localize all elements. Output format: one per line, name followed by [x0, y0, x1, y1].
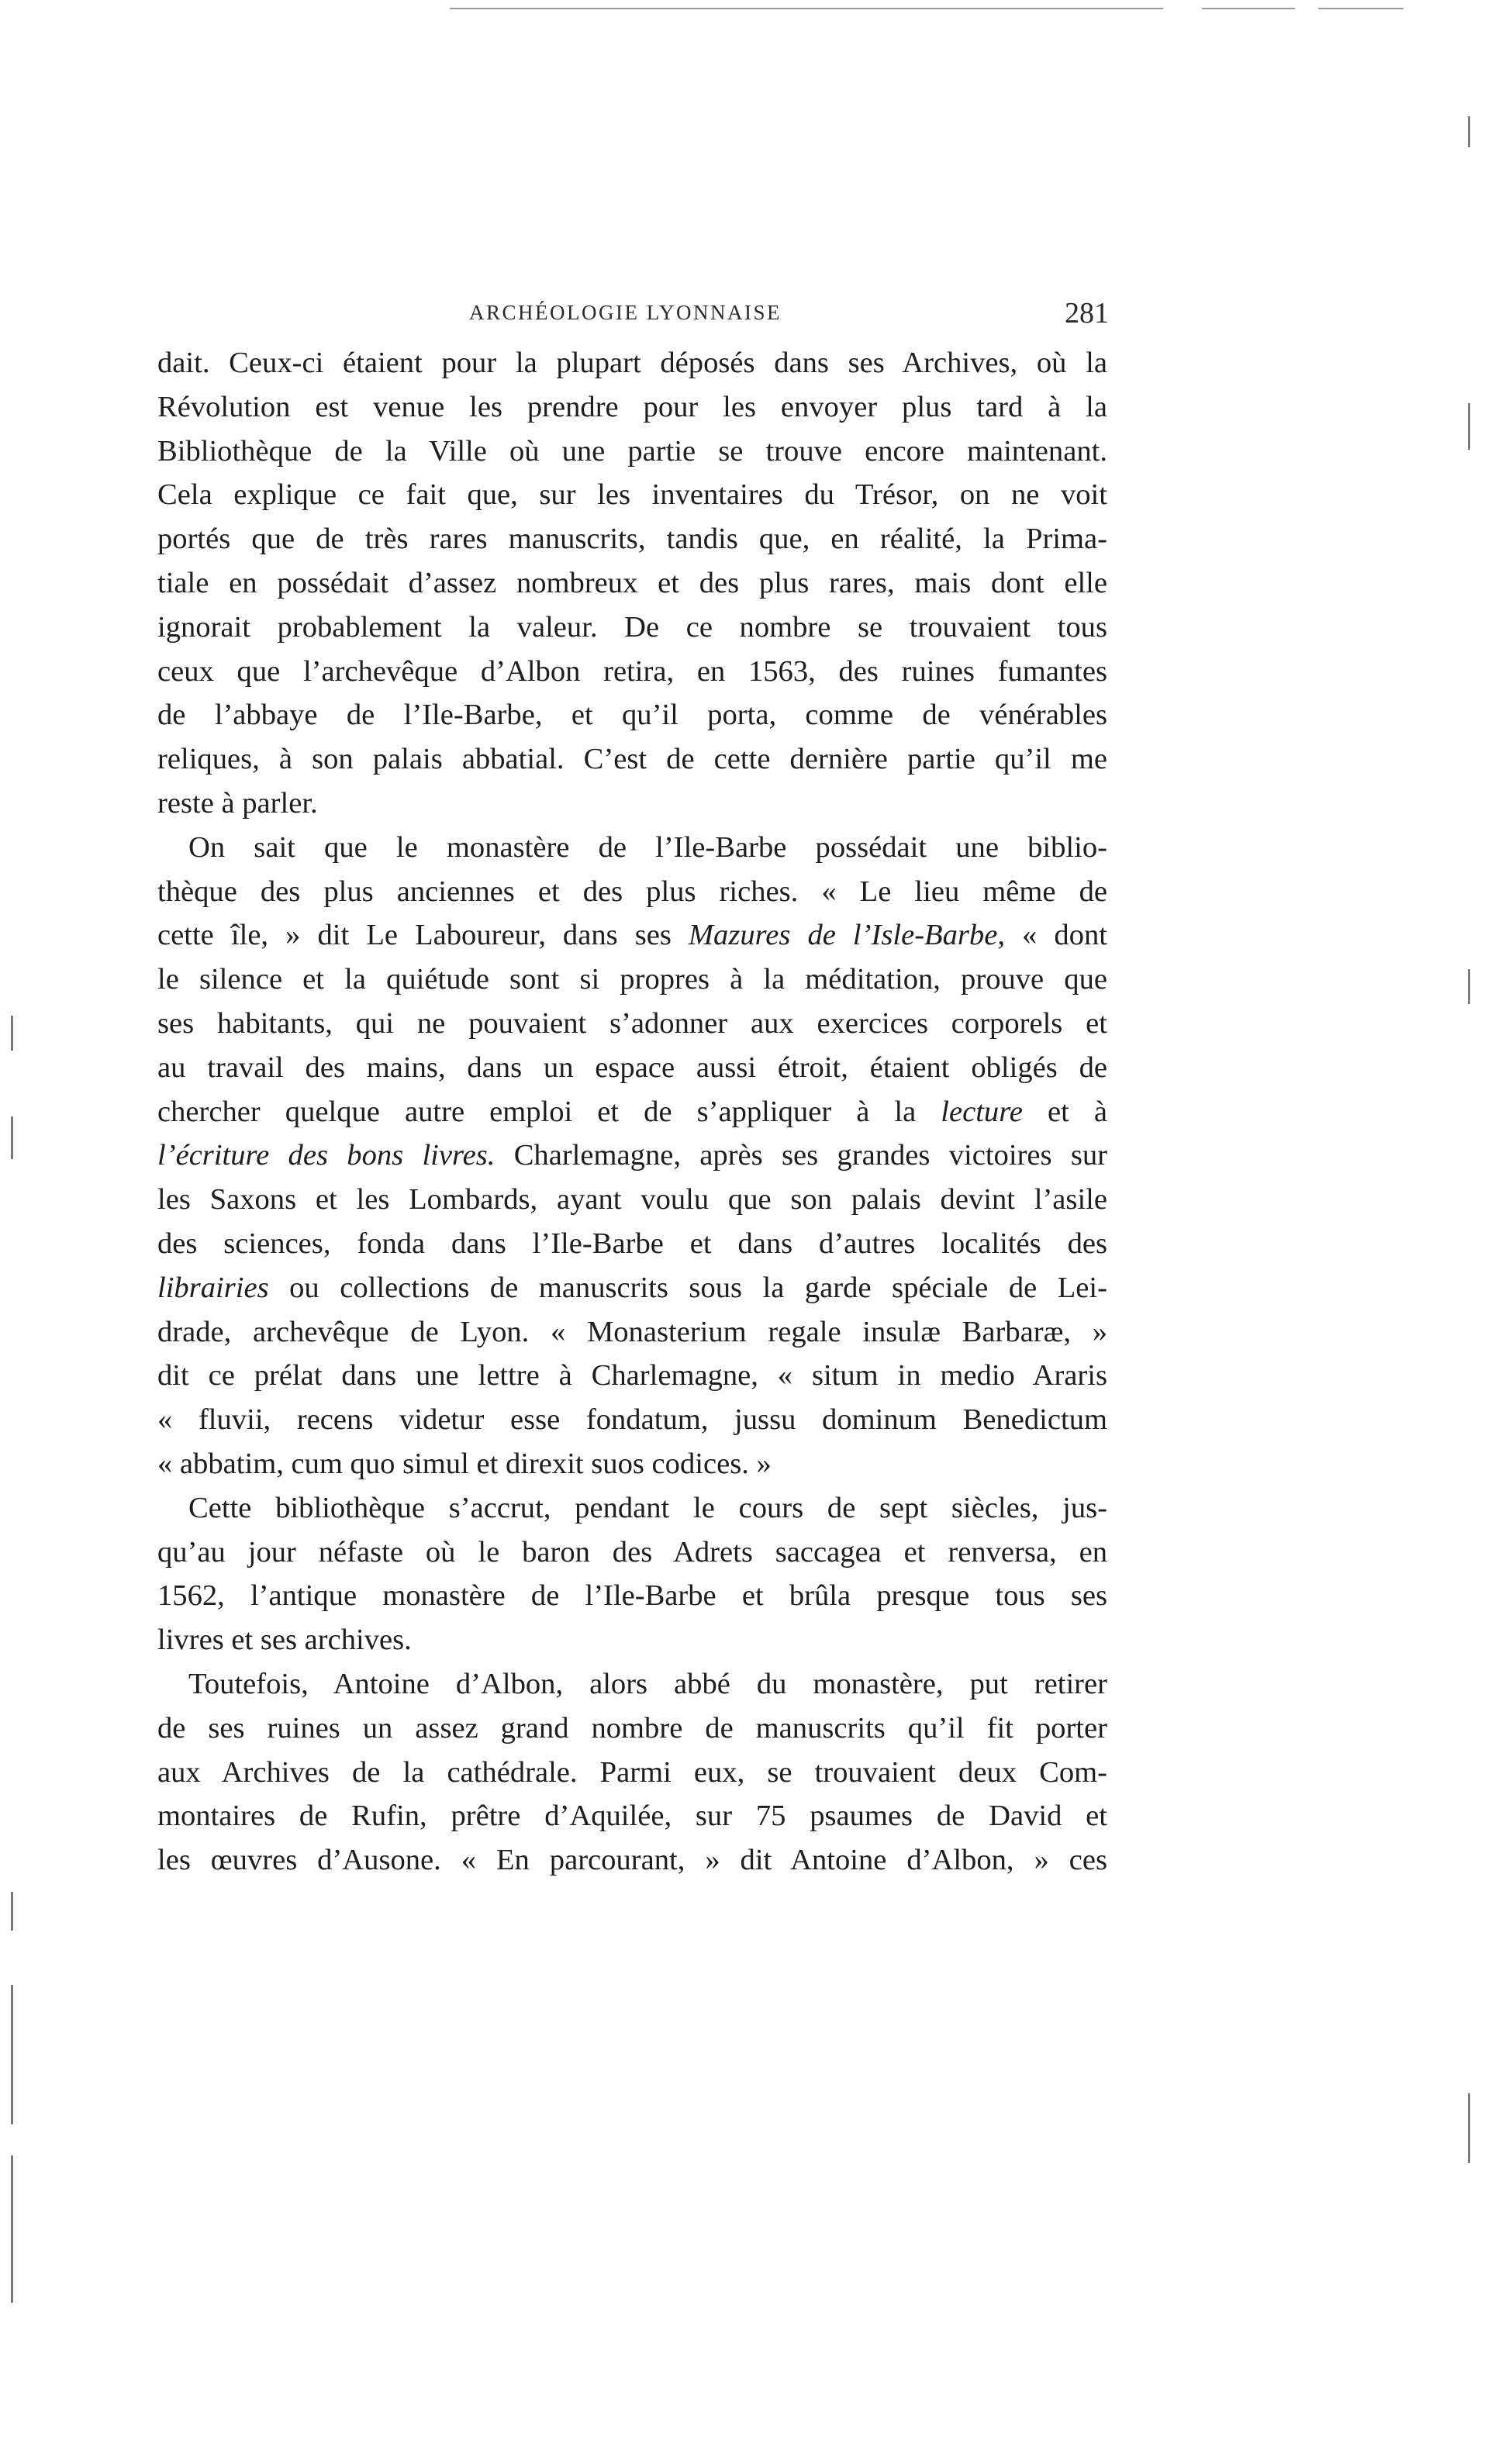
text-run: tiale en possédait d’assez nombreux et des plus rares, mais dont elle: [157, 566, 1107, 599]
text-line: [157, 1178, 1107, 1222]
text-run: de ses ruines un assez grand nombre de manuscrits qu’il fit porter: [157, 1711, 1107, 1744]
running-title: ARCHÉOLOGIE LYONNAISE: [469, 301, 782, 324]
body-text: [157, 341, 1107, 1883]
text-line: [157, 1574, 1107, 1618]
text-line: [157, 826, 1107, 870]
text-line: [157, 1531, 1107, 1575]
text-run: reste à parler.: [157, 786, 318, 820]
text-line: [157, 1134, 1107, 1178]
text-line: [157, 473, 1107, 517]
scan-artifact-top-line: [1202, 8, 1295, 9]
text-run: chercher quelque autre emploi et de s’appliquer à la: [157, 1095, 941, 1128]
text-run: au travail des mains, dans un espace aussi étroit, étaient obligés de: [157, 1051, 1107, 1084]
text-line: [157, 1707, 1107, 1751]
scan-artifact-edge: [11, 1892, 13, 1931]
text-run: Toutefois, Antoine d’Albon, alors abbé du monastère, put retirer: [188, 1667, 1107, 1700]
text-run: reliques, à son palais abbatial. C’est de cette dernière partie qu’il me: [157, 743, 1107, 776]
text-run: ceux que l’archevêque d’Albon retira, en 1563, des ruines fumantes: [157, 654, 1107, 688]
scan-artifact-edge: [1468, 116, 1470, 147]
scan-artifact-edge: [1468, 403, 1470, 450]
text-line: [157, 782, 1107, 826]
scan-artifact-edge: [1468, 969, 1470, 1004]
italic-word: librairies: [157, 1271, 269, 1304]
text-run: qu’au jour néfaste où le baron des Adrets saccagea et renversa, en: [157, 1535, 1107, 1568]
page-number: 281: [1065, 297, 1109, 330]
text-line: [157, 1354, 1107, 1398]
text-line: [157, 1310, 1107, 1355]
running-header: [155, 297, 1109, 340]
text-run: Cela explique ce fait que, sur les inventaires du Trésor, on ne voit: [157, 478, 1107, 512]
text-run: Bibliothèque de la Ville où une partie se trouve encore maintenant.: [157, 434, 1107, 468]
text-line: [157, 1398, 1107, 1442]
italic-phrase: l’écriture des bons livres.: [157, 1139, 495, 1172]
text-run: cette île, » dit Le Laboureur, dans ses: [157, 919, 689, 952]
text-line: [157, 1266, 1107, 1310]
text-run: les œuvres d’Ausone. « En parcourant, » dit Antoine d’Albon, » ces: [157, 1844, 1107, 1877]
scan-artifact-edge: [11, 1116, 13, 1159]
text-run: thèque des plus anciennes et des plus riches. « Le lieu même de: [157, 875, 1107, 908]
text-line: [157, 1618, 1107, 1662]
text-line: [157, 606, 1107, 650]
text-line: [157, 870, 1107, 914]
text-run: aux Archives de la cathédrale. Parmi eux, se trouvaient deux Com-: [157, 1755, 1107, 1789]
text-run: Charlemagne, après ses grandes victoires sur: [495, 1139, 1107, 1172]
text-line: [157, 561, 1107, 606]
text-line: [157, 1486, 1107, 1531]
text-line: [157, 1046, 1107, 1090]
text-line: [157, 1794, 1107, 1838]
text-run: des sciences, fonda dans l’Ile-Barbe et dans d’autres localités des: [157, 1227, 1107, 1260]
text-line: [157, 1002, 1107, 1046]
text-line: [157, 737, 1107, 782]
scan-artifact-edge: [11, 1985, 13, 2124]
italic-word: lecture: [941, 1095, 1023, 1128]
text-line: [157, 430, 1107, 474]
text-line: [157, 650, 1107, 694]
text-run: 1562, l’antique monastère de l’Ile-Barbe et brûla presque tous ses: [157, 1579, 1107, 1613]
text-line: [157, 1662, 1107, 1707]
text-run: livres et ses archives.: [157, 1624, 412, 1657]
text-line: [157, 385, 1107, 430]
text-run: le silence et la quiétude sont si propres à la méditation, prouve que: [157, 963, 1107, 996]
text-run: Révolution est venue les prendre pour les envoyer plus tard à la: [157, 390, 1107, 423]
text-line: [157, 1090, 1107, 1134]
text-line: [157, 1838, 1107, 1883]
scan-artifact-edge: [11, 2155, 13, 2303]
text-run: dit ce prélat dans une lettre à Charlemagne, « situm in medio Araris: [157, 1359, 1107, 1392]
text-line: [157, 1222, 1107, 1266]
text-run: « abbatim, cum quo simul et direxit suos codices. »: [157, 1447, 772, 1480]
italic-title: Mazures de l’Isle-Barbe,: [688, 919, 1005, 952]
scan-artifact-edge: [1468, 2093, 1470, 2163]
text-run: ignorait probablement la valeur. De ce nombre se trouvaient tous: [157, 610, 1107, 644]
text-run: On sait que le monastère de l’Ile-Barbe possédait une biblio-: [188, 830, 1107, 864]
text-run: portés que de très rares manuscrits, tandis que, en réalité, la Prima-: [157, 523, 1107, 556]
text-run: et à: [1022, 1095, 1107, 1128]
text-run: montaires de Rufin, prêtre d’Aquilée, sur 75 psaumes de David et: [157, 1800, 1107, 1833]
text-run: « dont: [1004, 919, 1107, 952]
text-run: de l’abbaye de l’Ile-Barbe, et qu’il porta, comme de vénérables: [157, 699, 1107, 732]
text-line: [157, 913, 1107, 958]
scan-artifact-top-line: [1318, 8, 1404, 9]
text-line: [157, 1442, 1107, 1486]
scan-artifact-top-line: [450, 8, 1163, 9]
text-run: ou collections de manuscrits sous la garde spéciale de Lei-: [268, 1271, 1107, 1304]
text-run: Cette bibliothèque s’accrut, pendant le cours de sept siècles, jus-: [188, 1491, 1107, 1524]
text-line: [157, 517, 1107, 561]
text-line: [157, 1751, 1107, 1795]
text-run: drade, archevêque de Lyon. « Monasterium regale insulæ Barbaræ, »: [157, 1315, 1107, 1348]
text-run: ses habitants, qui ne pouvaient s’adonner aux exercices corporels et: [157, 1006, 1107, 1040]
text-line: [157, 341, 1107, 385]
text-run: les Saxons et les Lombards, ayant voulu que son palais devint l’asile: [157, 1183, 1107, 1216]
text-run: « fluvii, recens videtur esse fondatum, jussu dominum Benedictum: [157, 1403, 1107, 1437]
scan-artifact-edge: [11, 1016, 13, 1051]
text-line: [157, 958, 1107, 1002]
text-run: dait. Ceux-ci étaient pour la plupart déposés dans ses Archives, où la: [157, 347, 1107, 379]
text-line: [157, 693, 1107, 737]
